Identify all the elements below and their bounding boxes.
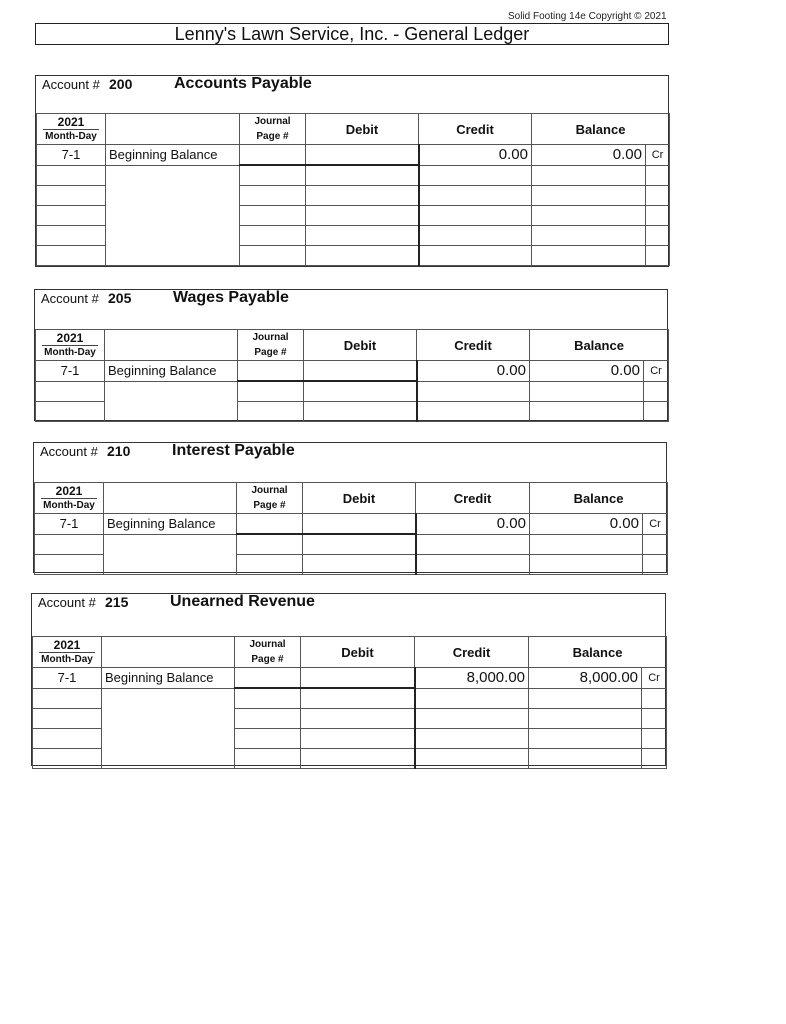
credit-cell[interactable] <box>419 165 532 186</box>
journal-column-header <box>240 114 306 145</box>
debit-cell[interactable] <box>301 709 415 729</box>
date-cell[interactable] <box>36 402 105 422</box>
date-cell[interactable] <box>37 186 106 206</box>
balance-cell[interactable] <box>532 186 646 206</box>
credit-cell[interactable] <box>415 709 529 729</box>
journal-cell[interactable] <box>238 361 304 382</box>
journal-cell[interactable] <box>235 729 301 749</box>
credit-cell[interactable] <box>415 688 529 709</box>
column-header-row <box>35 483 668 514</box>
date-cell[interactable] <box>37 165 106 186</box>
date-cell[interactable]: 7-1 <box>35 514 104 535</box>
date-cell[interactable]: 7-1 <box>33 668 102 689</box>
page-label: Page # <box>251 654 284 665</box>
credit-cell[interactable] <box>419 206 532 226</box>
balance-cell[interactable] <box>530 402 644 422</box>
journal-cell[interactable] <box>238 402 304 422</box>
balance-side-cell <box>642 749 667 769</box>
balance-side-cell <box>642 688 667 709</box>
debit-column-header: Debit <box>303 483 416 514</box>
ledger-grid <box>36 113 670 266</box>
ledger-account-200 <box>35 75 669 267</box>
ledger-grid <box>34 482 668 575</box>
credit-cell[interactable] <box>419 226 532 246</box>
journal-cell[interactable] <box>238 381 304 402</box>
debit-cell[interactable] <box>303 555 416 575</box>
ledger-account-205 <box>34 289 668 421</box>
page-label: Page # <box>254 347 287 358</box>
balance-cell[interactable] <box>532 246 646 266</box>
balance-side-cell <box>642 709 667 729</box>
description-cell[interactable]: Beginning Balance <box>104 514 237 535</box>
credit-column-header: Credit <box>417 330 530 361</box>
table-row <box>33 668 667 689</box>
debit-cell[interactable] <box>301 668 415 689</box>
credit-cell[interactable] <box>415 729 529 749</box>
credit-cell[interactable]: 8,000.00 <box>415 668 529 689</box>
balance-cell[interactable] <box>532 206 646 226</box>
balance-side-cell <box>644 381 669 402</box>
year-label: 2021 <box>41 484 97 499</box>
year-label: 2021 <box>39 638 95 653</box>
ledger-account-215 <box>31 593 666 766</box>
table-row <box>37 165 670 186</box>
balance-cell[interactable] <box>529 729 642 749</box>
debit-cell[interactable] <box>303 534 416 555</box>
debit-cell[interactable] <box>306 165 419 186</box>
credit-cell[interactable]: 0.00 <box>417 361 530 382</box>
balance-cell[interactable] <box>532 226 646 246</box>
month-day-label: Month-Day <box>45 130 97 142</box>
balance-column-header: Balance <box>532 114 670 145</box>
credit-cell[interactable]: 0.00 <box>419 145 532 166</box>
table-row <box>36 361 669 382</box>
balance-side-cell <box>642 729 667 749</box>
account-number: 205 <box>108 290 132 306</box>
balance-side-cell: Cr <box>643 514 668 535</box>
account-name: Wages Payable <box>173 289 289 306</box>
journal-cell[interactable] <box>240 165 306 186</box>
credit-cell[interactable] <box>415 749 529 769</box>
account-name: Unearned Revenue <box>170 593 315 610</box>
journal-cell[interactable] <box>237 555 303 575</box>
date-cell[interactable] <box>37 206 106 226</box>
journal-column-header <box>238 330 304 361</box>
description-cell[interactable] <box>105 381 238 422</box>
journal-cell[interactable] <box>235 709 301 729</box>
credit-cell[interactable]: 0.00 <box>416 514 530 535</box>
account-number: 200 <box>109 76 133 92</box>
journal-cell[interactable] <box>240 186 306 206</box>
debit-cell[interactable] <box>306 226 419 246</box>
month-day-label: Month-Day <box>41 653 93 665</box>
ledger-account-210 <box>33 442 667 573</box>
debit-cell[interactable] <box>304 402 417 422</box>
copyright-notice: Solid Footing 14e Copyright © 2021 <box>508 11 667 22</box>
journal-column-header <box>237 483 303 514</box>
account-header <box>36 76 668 114</box>
balance-side-cell <box>646 206 670 226</box>
date-cell[interactable]: 7-1 <box>36 361 105 382</box>
credit-cell[interactable] <box>417 402 530 422</box>
credit-column-header: Credit <box>416 483 530 514</box>
date-cell[interactable] <box>35 555 104 575</box>
journal-cell[interactable] <box>235 749 301 769</box>
balance-cell[interactable] <box>530 555 643 575</box>
balance-cell[interactable] <box>530 381 644 402</box>
balance-side-cell: Cr <box>644 361 669 382</box>
balance-column-header: Balance <box>530 330 669 361</box>
date-cell[interactable] <box>33 729 102 749</box>
description-cell[interactable] <box>102 688 235 769</box>
journal-cell[interactable] <box>235 688 301 709</box>
journal-label: Journal <box>251 485 288 496</box>
balance-side-cell <box>646 246 670 266</box>
balance-cell[interactable]: 0.00 <box>532 145 646 166</box>
date-cell[interactable] <box>33 749 102 769</box>
debit-cell[interactable] <box>301 749 415 769</box>
balance-cell[interactable] <box>532 165 646 186</box>
description-cell[interactable]: Beginning Balance <box>105 361 238 382</box>
page-label: Page # <box>253 500 286 511</box>
account-name: Accounts Payable <box>174 75 312 92</box>
debit-cell[interactable] <box>306 145 419 166</box>
balance-side-cell <box>643 534 668 555</box>
journal-cell[interactable] <box>237 534 303 555</box>
year-label: 2021 <box>43 115 99 130</box>
journal-label: Journal <box>249 639 286 650</box>
account-name: Interest Payable <box>172 442 295 459</box>
date-cell[interactable] <box>35 534 104 555</box>
journal-cell[interactable] <box>240 145 306 166</box>
journal-cell[interactable] <box>240 246 306 266</box>
balance-cell[interactable]: 0.00 <box>530 514 643 535</box>
account-number: 215 <box>105 594 129 610</box>
date-cell[interactable] <box>36 381 105 402</box>
table-row <box>33 688 667 709</box>
month-day-label: Month-Day <box>44 346 96 358</box>
credit-column-header: Credit <box>415 637 529 668</box>
date-cell[interactable] <box>33 688 102 709</box>
debit-cell[interactable] <box>303 514 416 535</box>
journal-column-header <box>235 637 301 668</box>
column-header-row <box>37 114 670 145</box>
credit-cell[interactable] <box>419 186 532 206</box>
date-column-header <box>36 330 105 361</box>
account-label: Account # <box>40 444 98 459</box>
description-cell[interactable] <box>106 165 240 266</box>
date-column-header <box>35 483 104 514</box>
debit-cell[interactable] <box>304 361 417 382</box>
date-cell[interactable]: 7-1 <box>37 145 106 166</box>
debit-column-header: Debit <box>304 330 417 361</box>
date-column-header <box>37 114 106 145</box>
description-cell[interactable] <box>104 534 237 575</box>
page-title <box>35 23 669 45</box>
month-day-label: Month-Day <box>43 499 95 511</box>
ledger-grid <box>35 329 669 422</box>
page-label: Page # <box>256 131 289 142</box>
credit-cell[interactable] <box>419 246 532 266</box>
balance-side-cell <box>644 402 669 422</box>
credit-cell[interactable] <box>416 534 530 555</box>
account-label: Account # <box>42 77 100 92</box>
table-row <box>35 534 668 555</box>
journal-cell[interactable] <box>240 206 306 226</box>
debit-cell[interactable] <box>304 381 417 402</box>
account-number: 210 <box>107 443 131 459</box>
date-column-header <box>33 637 102 668</box>
balance-side-cell <box>643 555 668 575</box>
description-column-header <box>106 114 240 145</box>
account-header <box>35 290 667 330</box>
account-label: Account # <box>41 291 99 306</box>
debit-cell[interactable] <box>306 206 419 226</box>
journal-cell[interactable] <box>237 514 303 535</box>
date-cell[interactable] <box>33 709 102 729</box>
debit-column-header: Debit <box>306 114 419 145</box>
journal-label: Journal <box>252 332 289 343</box>
account-header <box>32 594 665 637</box>
journal-cell[interactable] <box>240 226 306 246</box>
column-header-row <box>33 637 667 668</box>
balance-cell[interactable] <box>529 749 642 769</box>
description-column-header <box>105 330 238 361</box>
description-column-header <box>102 637 235 668</box>
column-header-row <box>36 330 669 361</box>
balance-column-header: Balance <box>530 483 668 514</box>
journal-label: Journal <box>254 116 291 127</box>
balance-cell[interactable]: 8,000.00 <box>529 668 642 689</box>
balance-side-cell: Cr <box>646 145 670 166</box>
balance-cell[interactable] <box>529 709 642 729</box>
description-column-header <box>104 483 237 514</box>
date-cell[interactable] <box>37 226 106 246</box>
page-title-text: Lenny's Lawn Service, Inc. - General Ledger <box>174 24 530 44</box>
debit-cell[interactable] <box>301 688 415 709</box>
table-row <box>35 514 668 535</box>
debit-cell[interactable] <box>306 186 419 206</box>
debit-cell[interactable] <box>306 246 419 266</box>
debit-column-header: Debit <box>301 637 415 668</box>
year-label: 2021 <box>42 331 98 346</box>
balance-cell[interactable] <box>529 688 642 709</box>
description-cell[interactable]: Beginning Balance <box>106 145 240 166</box>
debit-cell[interactable] <box>301 729 415 749</box>
balance-side-cell: Cr <box>642 668 667 689</box>
credit-cell[interactable] <box>417 381 530 402</box>
journal-cell[interactable] <box>235 668 301 689</box>
account-label: Account # <box>38 595 96 610</box>
ledger-grid <box>32 636 667 769</box>
table-row <box>37 145 670 166</box>
account-header <box>34 443 666 483</box>
balance-cell[interactable] <box>530 534 643 555</box>
balance-column-header: Balance <box>529 637 667 668</box>
balance-cell[interactable]: 0.00 <box>530 361 644 382</box>
table-row <box>36 381 669 402</box>
balance-side-cell <box>646 226 670 246</box>
credit-cell[interactable] <box>416 555 530 575</box>
balance-side-cell <box>646 165 670 186</box>
date-cell[interactable] <box>37 246 106 266</box>
balance-side-cell <box>646 186 670 206</box>
credit-column-header: Credit <box>419 114 532 145</box>
description-cell[interactable]: Beginning Balance <box>102 668 235 689</box>
